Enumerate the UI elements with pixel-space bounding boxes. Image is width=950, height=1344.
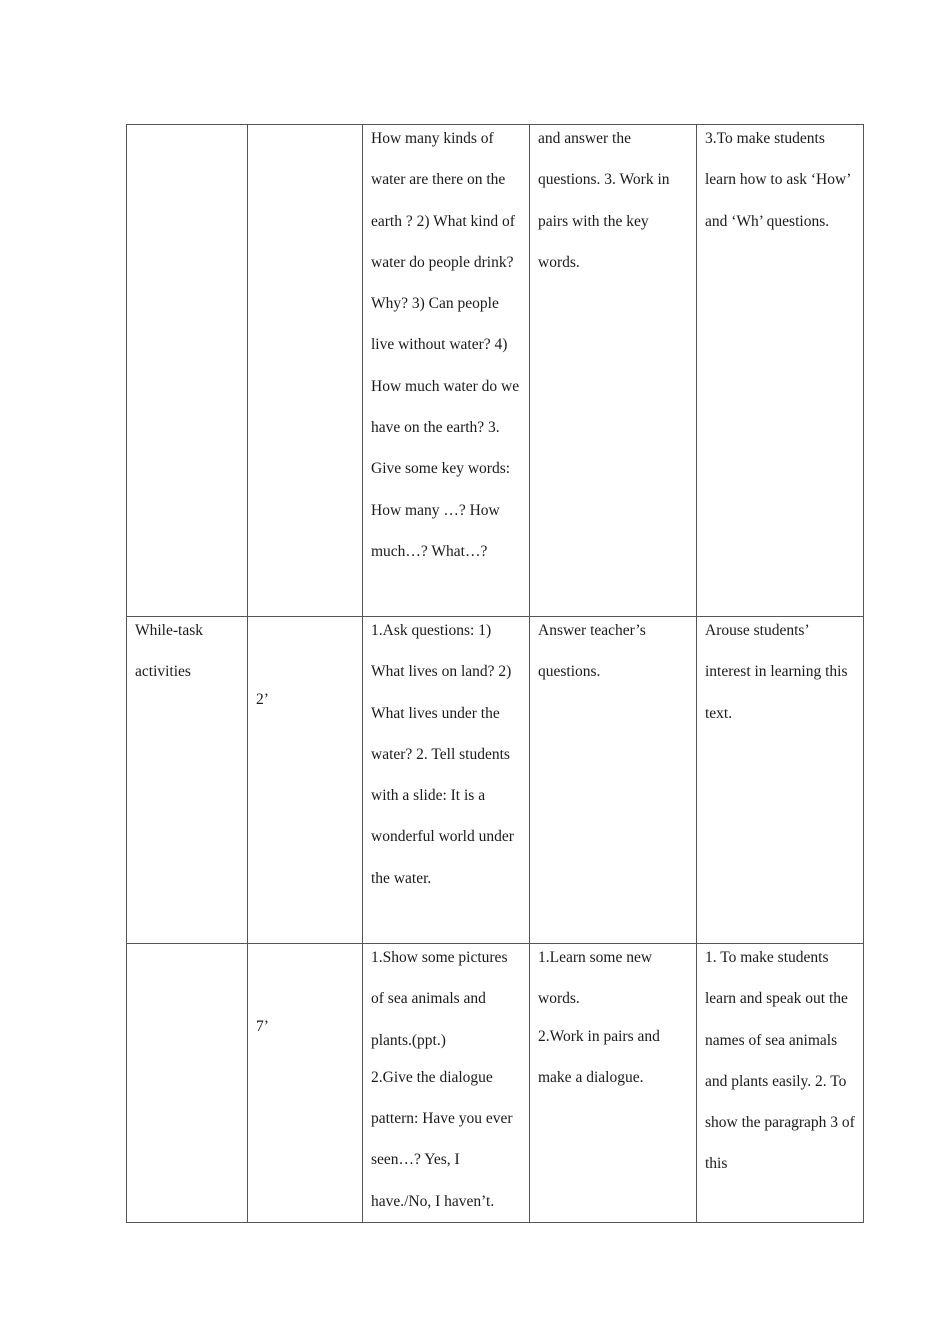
purpose-text: 3.To make students learn how to ask ‘How’ and ‘Wh’ questions. — [705, 130, 851, 230]
teacher-activity-cell — [363, 944, 530, 1223]
time-text: 7’ — [256, 1018, 269, 1035]
teacher-activity-text: 1.Ask questions: 1) What lives on land? 2) What lives under the water? 2. Tell students with a slide: It is a wonderful world under the water. — [371, 622, 514, 887]
student-activity-cell — [530, 125, 697, 617]
purpose-cell — [697, 617, 864, 944]
student-activity-cell — [530, 617, 697, 944]
time-text: 2’ — [256, 691, 269, 708]
purpose-cell — [697, 944, 864, 1223]
lesson-plan-table — [126, 124, 864, 1223]
teacher-activity-text: 2.Give the dialogue pattern: Have you ever seen…? Yes, I have./No, I haven’t. — [371, 1068, 513, 1210]
student-activity-text: 1.Learn some new words. — [538, 949, 653, 1008]
stage-cell — [127, 125, 248, 617]
table-row — [127, 125, 864, 617]
student-activity-cell — [530, 944, 697, 1223]
table-row — [127, 617, 864, 944]
purpose-text: Arouse students’ interest in learning this text. — [705, 622, 848, 722]
time-cell — [248, 125, 363, 617]
time-cell — [248, 944, 363, 1223]
purpose-text: 1. To make students learn and speak out the names of sea animals and plants easily. 2. To show the paragraph 3 of this — [705, 949, 855, 1173]
student-activity-text: and answer the questions. 3. Work in pairs with the key words. — [538, 130, 670, 271]
stage-text: While-task activities — [135, 622, 204, 681]
student-activity-text: 2.Work in pairs and make a dialogue. — [538, 1027, 660, 1086]
time-cell — [248, 617, 363, 944]
teacher-activity-cell — [363, 617, 530, 944]
teacher-activity-cell — [363, 125, 530, 617]
student-activity-text: Answer teacher’s questions. — [538, 622, 646, 681]
stage-cell — [127, 617, 248, 944]
teacher-activity-text: How many kinds of water are there on the earth ? 2) What kind of water do people drink? Why? 3) Can people live without water? 4) How much water do we have on the earth? 3. Give some key words: How many …? How much…? What…? — [371, 130, 520, 560]
table-row — [127, 944, 864, 1223]
purpose-cell — [697, 125, 864, 617]
teacher-activity-text: 1.Show some pictures of sea animals and plants.(ppt.) — [371, 949, 508, 1049]
stage-cell — [127, 944, 248, 1223]
